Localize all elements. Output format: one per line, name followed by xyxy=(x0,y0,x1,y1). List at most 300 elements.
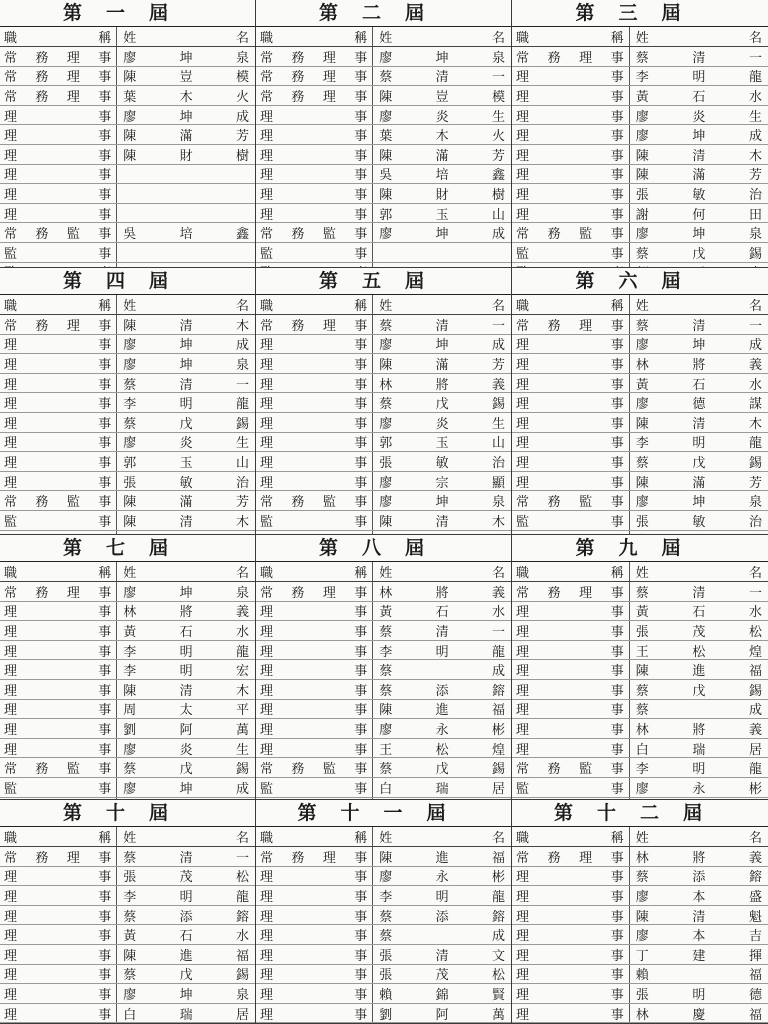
position-cell xyxy=(256,184,373,203)
name-char: 生 xyxy=(491,109,505,125)
position-cell xyxy=(256,867,373,886)
name-char: 坤 xyxy=(692,495,706,511)
name-char: 山 xyxy=(491,207,505,223)
position-char: 理 xyxy=(579,850,594,866)
name-char: 治 xyxy=(235,475,249,491)
position-char: 務 xyxy=(291,850,306,866)
position-char: 事 xyxy=(98,227,113,243)
position-char: 務 xyxy=(291,318,306,334)
position-char: 理 xyxy=(516,187,531,203)
position-cell xyxy=(512,925,630,944)
table-row xyxy=(512,106,768,126)
position-char: 理 xyxy=(260,664,275,680)
header-name-char: 姓 xyxy=(379,831,393,846)
position-char: 事 xyxy=(354,762,369,778)
name-char: 彬 xyxy=(748,781,762,797)
name-char: 廖 xyxy=(635,129,649,145)
position-char: 事 xyxy=(98,455,113,471)
term-title: 第四屆 xyxy=(0,268,255,295)
position-char: 事 xyxy=(98,338,113,354)
header-name-char: 名 xyxy=(235,831,249,846)
position-cell xyxy=(256,125,373,144)
name-char: 敏 xyxy=(692,187,706,203)
table-row xyxy=(256,847,511,867)
position-char: 務 xyxy=(547,495,562,511)
name-char: 蔡 xyxy=(123,850,137,866)
name-char: 生 xyxy=(235,742,249,758)
table-row xyxy=(256,204,511,224)
name-char: 張 xyxy=(379,455,393,471)
name-char: 樹 xyxy=(491,187,505,203)
name-cell xyxy=(630,335,768,354)
position-char: 事 xyxy=(98,683,113,699)
name-char: 蔡 xyxy=(379,624,393,640)
name-char: 黃 xyxy=(635,605,649,621)
position-char: 監 xyxy=(322,495,337,511)
name-char: 龍 xyxy=(491,644,505,660)
position-char: 務 xyxy=(291,585,306,601)
header-name-char: 名 xyxy=(235,299,249,314)
name-char: 平 xyxy=(235,703,249,719)
name-char: 義 xyxy=(748,357,762,373)
name-char: 鎔 xyxy=(235,909,249,925)
position-cell xyxy=(256,145,373,164)
name-cell xyxy=(373,204,511,223)
position-cell xyxy=(512,719,630,738)
name-char: 敏 xyxy=(435,455,449,471)
position-char: 理 xyxy=(260,929,275,945)
header-position xyxy=(512,562,630,581)
position-char: 理 xyxy=(516,909,531,925)
header-name xyxy=(373,295,511,314)
table-row xyxy=(256,413,511,433)
position-char: 理 xyxy=(4,870,19,886)
header-name xyxy=(117,27,255,46)
name-cell xyxy=(630,145,768,164)
name-char: 蔡 xyxy=(379,909,393,925)
name-cell xyxy=(373,165,511,184)
name-char: 木 xyxy=(491,514,505,530)
position-cell xyxy=(0,945,117,964)
position-char: 監 xyxy=(260,246,275,262)
position-char: 常 xyxy=(260,495,275,511)
name-char: 廖 xyxy=(379,870,393,886)
header-name xyxy=(117,827,255,846)
position-char: 理 xyxy=(4,703,19,719)
term-table xyxy=(512,800,768,1024)
position-cell xyxy=(256,582,373,601)
name-char: 木 xyxy=(235,318,249,334)
name-char: 清 xyxy=(179,850,193,866)
position-char: 理 xyxy=(260,644,275,660)
position-cell xyxy=(512,354,630,373)
position-char: 監 xyxy=(66,227,81,243)
position-char: 務 xyxy=(547,850,562,866)
table-row xyxy=(0,906,255,926)
name-char: 水 xyxy=(491,605,505,621)
table-row xyxy=(256,315,511,335)
name-cell xyxy=(630,582,768,601)
name-char: 松 xyxy=(748,624,762,640)
name-cell xyxy=(630,165,768,184)
name-char: 添 xyxy=(179,909,193,925)
position-char: 務 xyxy=(35,89,50,105)
table-row xyxy=(256,511,511,531)
name-char: 揮 xyxy=(748,948,762,964)
header-position-char: 職 xyxy=(516,566,531,581)
name-char: 明 xyxy=(179,644,193,660)
name-char: 林 xyxy=(635,1007,649,1023)
position-char: 常 xyxy=(260,50,275,66)
header-position-char: 稱 xyxy=(610,31,625,46)
name-cell xyxy=(630,945,768,964)
name-char: 清 xyxy=(692,318,706,334)
name-cell xyxy=(117,243,255,262)
position-cell xyxy=(0,452,117,471)
name-char: 坤 xyxy=(179,987,193,1003)
name-char: 松 xyxy=(692,644,706,660)
name-char: 賢 xyxy=(491,987,505,1003)
name-cell xyxy=(117,165,255,184)
name-cell xyxy=(117,1004,255,1023)
name-char: 陳 xyxy=(123,683,137,699)
table-row xyxy=(256,621,511,641)
name-char: 明 xyxy=(692,436,706,452)
position-char: 事 xyxy=(98,889,113,905)
table-row xyxy=(0,243,255,263)
name-char: 蔡 xyxy=(379,70,393,86)
name-char: 一 xyxy=(748,50,762,66)
name-char: 龍 xyxy=(235,889,249,905)
position-char: 常 xyxy=(4,70,19,86)
position-char: 監 xyxy=(516,514,531,530)
header-name xyxy=(373,827,511,846)
header-position-char: 稱 xyxy=(354,566,369,581)
position-char: 理 xyxy=(4,683,19,699)
name-char: 蔡 xyxy=(635,683,649,699)
header-name-char: 姓 xyxy=(123,566,137,581)
name-cell xyxy=(630,847,768,866)
table-header xyxy=(512,827,768,847)
name-char: 錫 xyxy=(491,762,505,778)
header-name-char: 姓 xyxy=(635,566,649,581)
position-cell xyxy=(256,165,373,184)
position-char: 事 xyxy=(98,246,113,262)
position-cell xyxy=(512,906,630,925)
name-char: 成 xyxy=(491,338,505,354)
position-char: 理 xyxy=(516,416,531,432)
position-cell xyxy=(0,739,117,758)
position-char: 理 xyxy=(4,129,19,145)
position-char: 監 xyxy=(579,495,594,511)
name-cell xyxy=(117,641,255,660)
name-cell xyxy=(630,47,768,66)
table-row xyxy=(512,700,768,720)
position-char: 常 xyxy=(260,762,275,778)
name-char: 廖 xyxy=(123,357,137,373)
name-char: 田 xyxy=(748,207,762,223)
position-char: 事 xyxy=(610,187,625,203)
position-char: 事 xyxy=(354,475,369,491)
position-char: 事 xyxy=(98,357,113,373)
position-cell xyxy=(0,243,117,262)
name-cell xyxy=(373,374,511,393)
position-char: 理 xyxy=(4,605,19,621)
position-char: 事 xyxy=(98,109,113,125)
name-char: 陳 xyxy=(123,948,137,964)
position-char: 監 xyxy=(4,246,19,262)
position-char: 理 xyxy=(516,89,531,105)
name-cell xyxy=(630,867,768,886)
name-cell xyxy=(117,184,255,203)
table-row xyxy=(256,354,511,374)
header-name xyxy=(630,27,768,46)
name-char: 滿 xyxy=(692,475,706,491)
position-char: 務 xyxy=(35,70,50,86)
name-char: 玉 xyxy=(179,455,193,471)
name-cell xyxy=(373,86,511,105)
position-cell xyxy=(0,719,117,738)
name-char: 陳 xyxy=(379,187,393,203)
position-char: 理 xyxy=(260,357,275,373)
name-char: 張 xyxy=(635,987,649,1003)
table-row xyxy=(512,660,768,680)
table-row xyxy=(512,641,768,661)
table-row xyxy=(0,491,255,511)
name-char: 何 xyxy=(692,207,706,223)
table-row xyxy=(256,680,511,700)
position-char: 常 xyxy=(516,762,531,778)
name-char: 張 xyxy=(635,624,649,640)
name-char: 滿 xyxy=(692,168,706,184)
position-char: 務 xyxy=(35,762,50,778)
name-char: 明 xyxy=(179,664,193,680)
table-row xyxy=(512,621,768,641)
name-char: 芳 xyxy=(235,129,249,145)
name-char: 德 xyxy=(692,397,706,413)
position-char: 務 xyxy=(35,227,50,243)
name-char: 李 xyxy=(635,762,649,778)
position-char: 事 xyxy=(610,889,625,905)
header-position-char: 職 xyxy=(260,831,275,846)
position-cell xyxy=(256,243,373,262)
table-row xyxy=(512,452,768,472)
header-name xyxy=(373,562,511,581)
name-char: 滿 xyxy=(435,357,449,373)
table-row xyxy=(512,335,768,355)
name-char: 蔡 xyxy=(123,968,137,984)
name-char: 泉 xyxy=(748,495,762,511)
name-char: 炎 xyxy=(179,436,193,452)
header-name-char: 名 xyxy=(491,299,505,314)
position-char: 務 xyxy=(35,850,50,866)
position-char: 事 xyxy=(610,722,625,738)
header-position-char: 職 xyxy=(4,299,19,314)
name-char: 李 xyxy=(123,664,137,680)
position-char: 事 xyxy=(354,664,369,680)
table-row xyxy=(0,602,255,622)
position-char: 理 xyxy=(516,148,531,164)
table-row xyxy=(256,393,511,413)
name-char: 廖 xyxy=(379,475,393,491)
name-char: 郭 xyxy=(379,207,393,223)
position-char: 常 xyxy=(260,585,275,601)
name-cell xyxy=(117,433,255,452)
position-char: 理 xyxy=(4,929,19,945)
name-char: 廖 xyxy=(123,436,137,452)
name-char: 陳 xyxy=(635,475,649,491)
name-cell xyxy=(373,145,511,164)
name-char: 李 xyxy=(123,889,137,905)
name-cell xyxy=(630,680,768,699)
table-row xyxy=(256,700,511,720)
position-char: 務 xyxy=(547,585,562,601)
name-cell xyxy=(117,867,255,886)
name-char: 廖 xyxy=(635,397,649,413)
table-row xyxy=(512,243,768,263)
name-char: 滿 xyxy=(179,129,193,145)
position-char: 務 xyxy=(35,318,50,334)
name-cell xyxy=(630,906,768,925)
name-char: 清 xyxy=(435,70,449,86)
position-char: 事 xyxy=(354,436,369,452)
name-char: 吳 xyxy=(379,168,393,184)
position-char: 理 xyxy=(516,683,531,699)
name-char: 治 xyxy=(491,455,505,471)
table-row xyxy=(512,491,768,511)
position-char: 理 xyxy=(4,148,19,164)
name-char: 添 xyxy=(435,683,449,699)
header-position-char: 職 xyxy=(4,31,19,46)
position-char: 事 xyxy=(98,929,113,945)
name-char: 治 xyxy=(748,187,762,203)
position-cell xyxy=(512,223,630,242)
header-name xyxy=(630,295,768,314)
position-char: 常 xyxy=(260,70,275,86)
name-cell xyxy=(117,452,255,471)
table-row xyxy=(512,413,768,433)
position-char: 常 xyxy=(4,50,19,66)
table-row xyxy=(512,47,768,67)
name-char: 成 xyxy=(748,703,762,719)
position-char: 事 xyxy=(98,850,113,866)
name-char: 宗 xyxy=(435,475,449,491)
position-cell xyxy=(256,965,373,984)
position-char: 事 xyxy=(98,1007,113,1023)
name-char: 生 xyxy=(748,109,762,125)
name-cell xyxy=(373,621,511,640)
position-cell xyxy=(512,886,630,905)
position-char: 監 xyxy=(516,246,531,262)
name-char: 張 xyxy=(379,968,393,984)
position-char: 理 xyxy=(260,397,275,413)
position-char: 理 xyxy=(4,207,19,223)
name-char: 明 xyxy=(435,889,449,905)
position-char: 理 xyxy=(516,207,531,223)
position-char: 事 xyxy=(98,742,113,758)
table-row xyxy=(256,452,511,472)
position-char: 事 xyxy=(98,148,113,164)
header-name xyxy=(630,562,768,581)
position-char: 理 xyxy=(4,416,19,432)
name-char: 萬 xyxy=(235,722,249,738)
position-char: 理 xyxy=(516,624,531,640)
name-char: 戊 xyxy=(179,416,193,432)
name-char: 坤 xyxy=(692,129,706,145)
position-char: 理 xyxy=(4,1007,19,1023)
name-char: 蔡 xyxy=(379,762,393,778)
name-char: 滿 xyxy=(435,148,449,164)
header-name xyxy=(117,562,255,581)
name-char: 廖 xyxy=(123,742,137,758)
name-char: 黃 xyxy=(379,605,393,621)
name-char: 清 xyxy=(692,909,706,925)
table-row xyxy=(0,433,255,453)
position-char: 事 xyxy=(98,436,113,452)
position-char: 事 xyxy=(610,338,625,354)
table-row xyxy=(0,965,255,985)
position-char: 事 xyxy=(354,644,369,660)
name-char: 瑞 xyxy=(179,1007,193,1023)
position-cell xyxy=(0,867,117,886)
name-cell xyxy=(373,719,511,738)
name-cell xyxy=(373,984,511,1003)
position-char: 事 xyxy=(610,909,625,925)
position-char: 事 xyxy=(354,742,369,758)
position-char: 事 xyxy=(610,109,625,125)
table-row xyxy=(512,67,768,87)
position-char: 監 xyxy=(66,762,81,778)
position-cell xyxy=(512,758,630,777)
position-cell xyxy=(0,778,117,797)
position-char: 事 xyxy=(610,207,625,223)
table-row xyxy=(256,867,511,887)
name-char: 蔡 xyxy=(379,397,393,413)
name-char: 廖 xyxy=(635,109,649,125)
name-char: 瑞 xyxy=(692,742,706,758)
name-cell xyxy=(117,739,255,758)
position-char: 事 xyxy=(354,624,369,640)
header-position-char: 稱 xyxy=(610,299,625,314)
term-title: 第八屆 xyxy=(256,535,511,562)
position-char: 事 xyxy=(610,703,625,719)
name-char: 廖 xyxy=(123,109,137,125)
position-char: 理 xyxy=(516,742,531,758)
name-char: 黃 xyxy=(635,89,649,105)
name-cell xyxy=(630,106,768,125)
position-cell xyxy=(256,925,373,944)
name-char: 清 xyxy=(692,585,706,601)
name-char: 鑫 xyxy=(491,168,505,184)
table-row xyxy=(256,472,511,492)
table-header xyxy=(0,295,255,315)
position-cell xyxy=(0,413,117,432)
position-char: 理 xyxy=(4,475,19,491)
term-title: 第三屆 xyxy=(512,0,768,27)
name-char: 廖 xyxy=(123,585,137,601)
position-char: 事 xyxy=(610,968,625,984)
term-table xyxy=(256,535,512,800)
name-char: 山 xyxy=(491,436,505,452)
position-cell xyxy=(512,86,630,105)
position-char: 事 xyxy=(610,850,625,866)
position-cell xyxy=(256,660,373,679)
table-row xyxy=(256,374,511,394)
name-char: 陳 xyxy=(123,129,137,145)
position-char: 事 xyxy=(354,227,369,243)
name-cell xyxy=(117,67,255,86)
name-cell xyxy=(117,315,255,334)
